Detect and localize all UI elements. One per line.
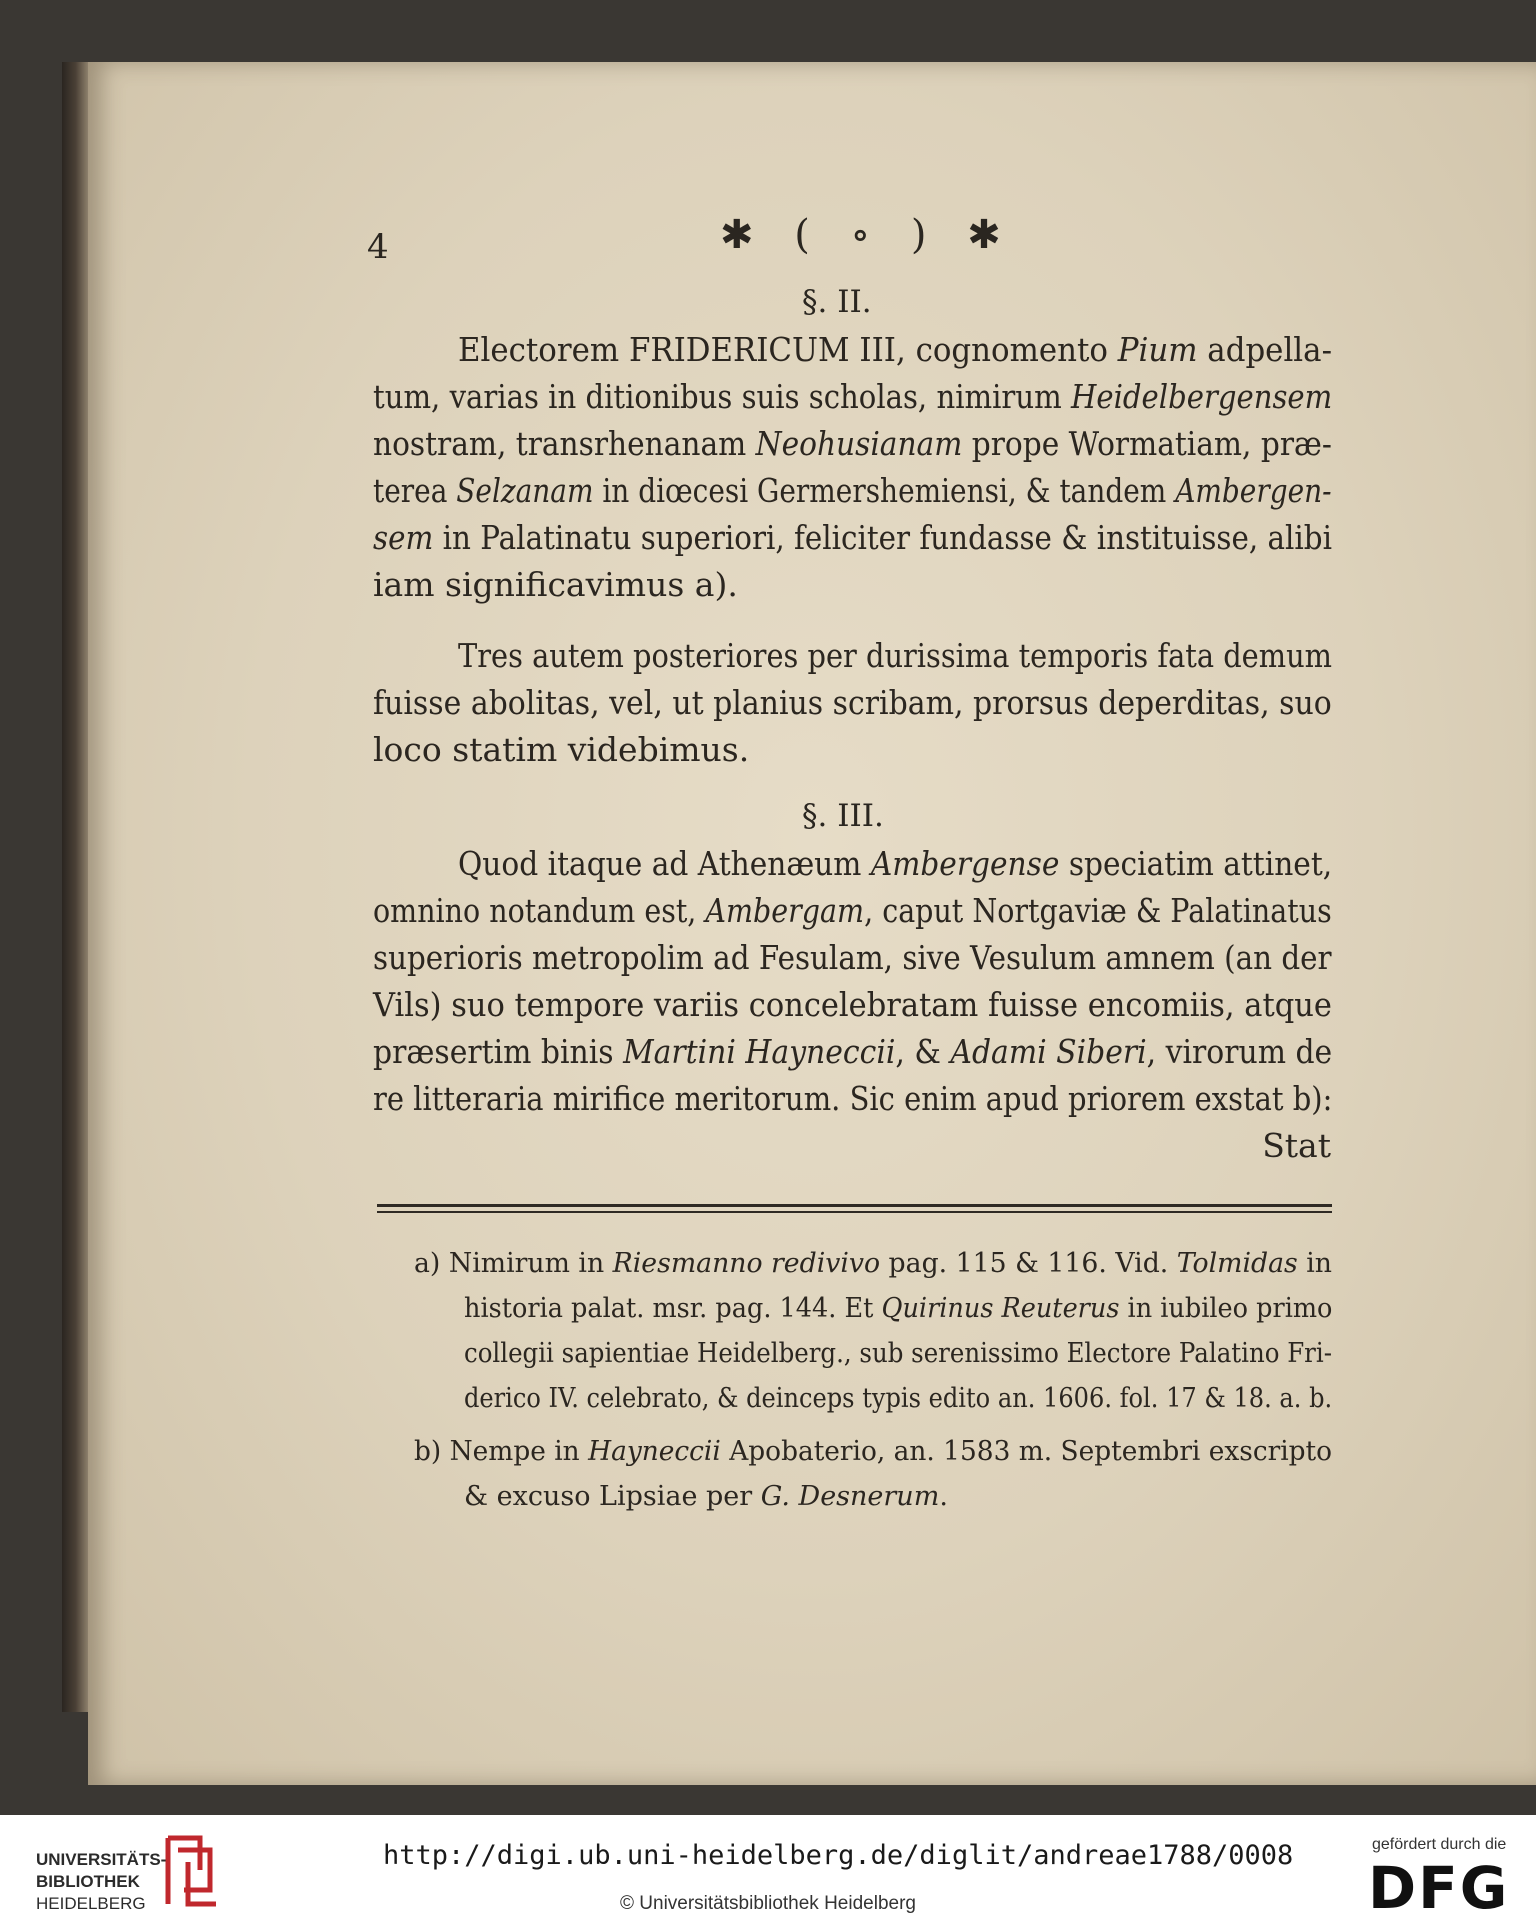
text-run: in iubileo primo bbox=[1119, 1293, 1333, 1324]
text-run: tum, varias in ditionibus suis scholas, nimirum bbox=[373, 377, 1071, 416]
dfg-logo: DFG bbox=[1368, 1854, 1510, 1922]
copyright-notice: © Universitätsbibliothek Heidelberg bbox=[620, 1893, 916, 1914]
text-run: iam significavimus a). bbox=[373, 565, 738, 604]
funder-caption: gefördert durch die bbox=[1372, 1836, 1507, 1853]
body-line bbox=[458, 634, 1332, 678]
body-line bbox=[458, 842, 1332, 886]
body-line bbox=[373, 1030, 1332, 1074]
body-line bbox=[373, 983, 1332, 1027]
body-line bbox=[373, 375, 1332, 419]
footnote-line bbox=[464, 1290, 1332, 1328]
body-line bbox=[373, 1077, 1332, 1121]
text-run: in diœcesi Germershemiensi, & tandem bbox=[593, 471, 1176, 510]
text-run: pag. 115 & 116. Vid. bbox=[880, 1248, 1177, 1279]
italic-text: Quirinus Reuterus bbox=[881, 1293, 1120, 1324]
text-run: superioris metropolim ad Fesulam, sive Vesulum amnem (an der bbox=[373, 938, 1332, 977]
footnote-rule bbox=[377, 1204, 1332, 1207]
text-run: omnino notandum est, bbox=[373, 891, 706, 930]
text-run: , & bbox=[895, 1032, 951, 1071]
text-run: in Palatinatu superiori, feliciter fundasse & instituisse, alibi bbox=[433, 518, 1332, 557]
page-number: 4 bbox=[367, 227, 389, 267]
body-line bbox=[458, 328, 1332, 372]
italic-text: Hayneccii bbox=[588, 1436, 721, 1467]
text-run: & excuso Lipsiae per bbox=[464, 1481, 761, 1512]
text-run: Apobaterio, an. 1583 m. Septembri exscripto bbox=[720, 1436, 1333, 1467]
text-run: loco statim videbimus. bbox=[373, 730, 750, 769]
footnote-line bbox=[414, 1433, 1332, 1471]
text-run: b) Nempe in bbox=[414, 1436, 589, 1467]
italic-text: Heidelbergensem bbox=[1070, 377, 1333, 416]
text-run: , caput Nortgaviæ & Palatinatus bbox=[864, 891, 1332, 930]
body-line bbox=[373, 936, 1332, 980]
text-run: adpella- bbox=[1197, 330, 1332, 369]
italic-text: Adami Siberi bbox=[950, 1032, 1147, 1071]
catchword: Stat bbox=[1262, 1126, 1331, 1165]
footnote-line bbox=[464, 1478, 948, 1516]
italic-text: Ambergense bbox=[870, 844, 1060, 883]
italic-text: Neohusianam bbox=[755, 424, 963, 463]
text-run: præsertim binis bbox=[373, 1032, 624, 1071]
italic-text: G. Desnerum bbox=[760, 1481, 940, 1512]
body-line bbox=[373, 516, 1332, 560]
footnote-rule-thin bbox=[377, 1211, 1332, 1213]
body-line bbox=[373, 563, 738, 607]
text-run: nostram, transrhenanam bbox=[373, 424, 756, 463]
text-run: re litteraria mirifice meritorum. Sic enim apud priorem exstat b): bbox=[373, 1079, 1333, 1118]
text-run: historia palat. msr. pag. 144. Et bbox=[464, 1293, 882, 1324]
italic-text: Selzanam bbox=[456, 471, 594, 510]
permalink-url[interactable]: http://digi.ub.uni-heidelberg.de/diglit/andreae1788/0008 bbox=[383, 1840, 1294, 1871]
text-run: . bbox=[939, 1481, 948, 1512]
italic-text: Pium bbox=[1117, 330, 1198, 369]
italic-text: Ambergam bbox=[705, 891, 865, 930]
text-run: Quod itaque ad Athenæum bbox=[458, 844, 871, 883]
text-run: Electorem FRIDERICUM III, cognomento bbox=[458, 330, 1118, 369]
header-ornament: ✱ ( ∘ ) ✱ bbox=[720, 212, 1015, 258]
footnote-line bbox=[414, 1245, 1332, 1283]
italic-text: Martini Hayneccii bbox=[623, 1032, 896, 1071]
text-run: a) Nimirum in bbox=[414, 1248, 613, 1279]
body-line bbox=[373, 728, 749, 772]
section-heading-iii: §. III. bbox=[802, 798, 884, 834]
body-line bbox=[373, 422, 1332, 466]
text-run: fuisse abolitas, vel, ut planius scribam, prorsus deperditas, suo bbox=[373, 683, 1332, 722]
footnote-line bbox=[464, 1335, 1332, 1373]
library-name-line3: HEIDELBERG bbox=[36, 1894, 146, 1913]
italic-text: Riesmanno redivivo bbox=[612, 1248, 881, 1279]
text-run: Vils) suo tempore variis concelebratam fuisse encomiis, atque bbox=[373, 985, 1332, 1024]
italic-text: Ambergen- bbox=[1175, 471, 1332, 510]
text-run: Tres autem posteriores per durissima temporis fata demum bbox=[458, 636, 1333, 675]
text-run: , virorum de bbox=[1146, 1032, 1333, 1071]
italic-text: sem bbox=[373, 518, 434, 557]
text-run: collegii sapientiae Heidelberg., sub serenissimo Electore Palatino Fri- bbox=[464, 1338, 1332, 1369]
body-line bbox=[373, 889, 1332, 933]
text-run: prope Wormatiam, præ- bbox=[962, 424, 1332, 463]
text-run: terea bbox=[373, 471, 457, 510]
text-run: derico IV. celebrato, & deinceps typis edito an. 1606. fol. 17 & 18. a. b. bbox=[464, 1383, 1333, 1414]
footnote-line bbox=[464, 1380, 1332, 1418]
body-line bbox=[373, 681, 1332, 725]
library-name-line2: BIBLIOTHEK bbox=[36, 1872, 140, 1891]
library-logo-icon bbox=[160, 1830, 220, 1912]
text-run: in bbox=[1297, 1248, 1332, 1279]
body-line bbox=[373, 469, 1332, 513]
text-run: speciatim attinet, bbox=[1059, 844, 1333, 883]
italic-text: Tolmidas bbox=[1176, 1248, 1298, 1279]
library-name-line1: UNIVERSITÄTS- bbox=[36, 1850, 167, 1869]
section-heading-ii: §. II. bbox=[802, 284, 872, 320]
